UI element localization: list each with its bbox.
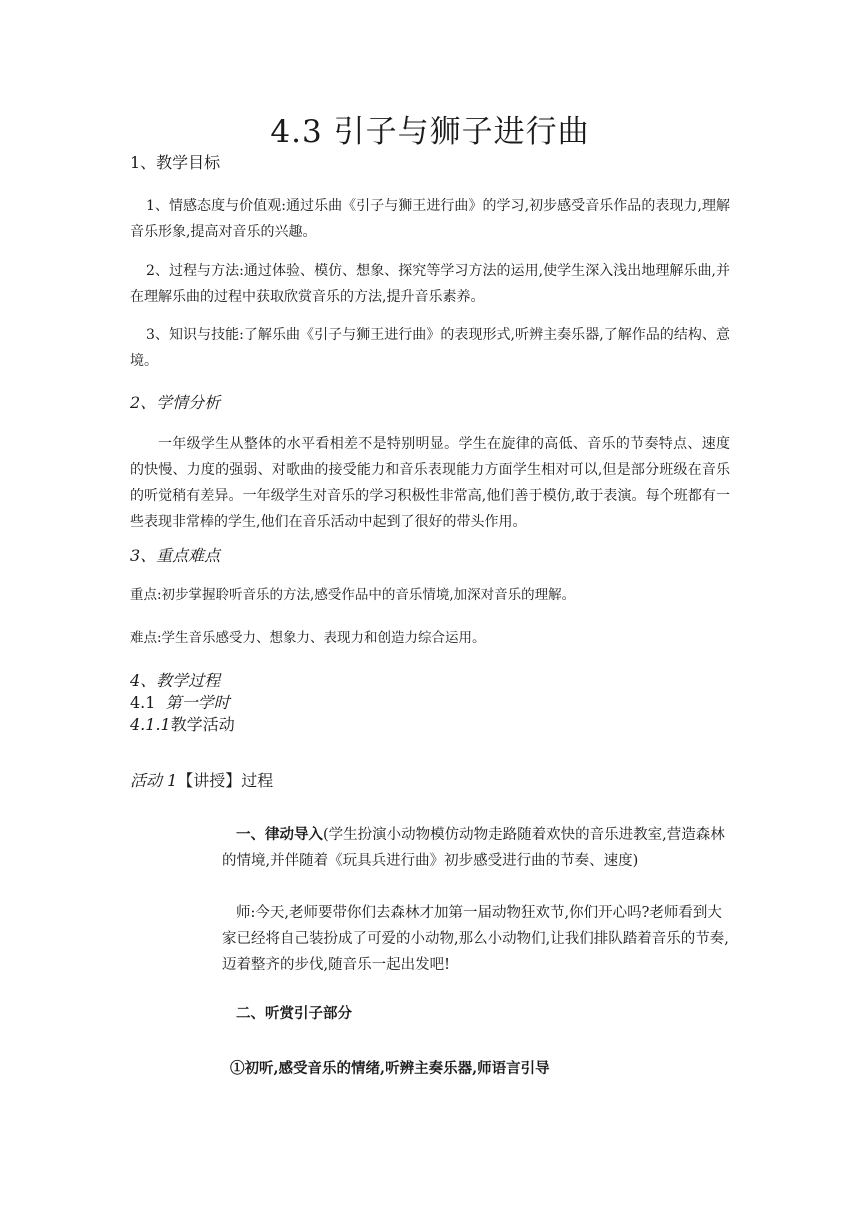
section-analysis-heading: 2、学情分析 bbox=[130, 393, 221, 412]
analysis-paragraph: 一年级学生从整体的水平看相差不是特别明显。学生在旋律的高低、音乐的节奏特点、速度的快慢、力度的强弱、对歌曲的接受能力和音乐表现能力方面学生相对可以,但是部分班级在音乐的听觉稍有差异。一年级学生对音乐的学习积极性非常高,他们善于模仿,敢于表演。每个班都有一些表现非常棒的学生,他们在音乐活动中起到了很好的带头作用。 bbox=[130, 436, 730, 530]
activity-number: 活动 1 bbox=[130, 771, 178, 790]
difficulty-text: 难点:学生音乐感受力、想象力、表现力和创造力综合运用。 bbox=[130, 630, 486, 646]
activity-heading bbox=[130, 768, 273, 791]
activity-title: 【讲授】过程 bbox=[177, 771, 274, 790]
part1-paragraph bbox=[222, 822, 732, 874]
section-goals-heading: 1、教学目标 bbox=[130, 153, 221, 172]
goal-item: 2、过程与方法:通过体验、模仿、想象、探究等学习方法的运用,使学生深入浅出地理解乐曲,并在理解乐曲的过程中获取欣赏音乐的方法,提升音乐素养。 bbox=[130, 263, 730, 305]
subsection-4-1-1 bbox=[130, 714, 235, 736]
goal-item: 3、知识与技能:了解乐曲《引子与狮王进行曲》的表现形式,听辨主奏乐器,了解作品的结构、意境。 bbox=[130, 327, 730, 369]
teacher-paragraph: 师:今天,老师要带你们去森林才加第一届动物狂欢节,你们开心吗?老师看到大家已经将自己装扮成了可爱的小动物,那么小动物们,让我们排队踏着音乐的节奏,迈着整齐的步伐,随音乐一起出发吧! bbox=[222, 905, 729, 973]
page-title: 4.3 引子与狮子进行曲 bbox=[270, 114, 590, 150]
part1-heading: 一、律动导入 bbox=[236, 826, 323, 843]
focus-text: 重点:初步掌握聆听音乐的方法,感受作品中的音乐情境,加深对音乐的理解。 bbox=[130, 587, 576, 603]
subsection-4-1 bbox=[130, 692, 230, 714]
goal-item: 1、情感态度与价值观:通过乐曲《引子与狮王进行曲》的学习,初步感受音乐作品的表现力,理解音乐形象,提高对音乐的兴趣。 bbox=[130, 198, 730, 240]
subsection-number: 4.1.1 bbox=[130, 715, 171, 734]
subsection-label: 第一学时 bbox=[165, 693, 230, 712]
subsection-number: 4.1 bbox=[130, 693, 156, 712]
section-key-heading: 3、重点难点 bbox=[130, 546, 221, 565]
part2-heading: 二、听赏引子部分 bbox=[236, 1005, 352, 1022]
part1-description: (学生扮演小动物模仿动物走路随着欢快的音乐进教室,营造森林的情境,并伴随着《玩具兵进行曲》初步感受进行曲的节奏、速度) bbox=[222, 827, 725, 869]
step1-heading: ①初听,感受音乐的情绪,听辨主奏乐器,师语言引导 bbox=[230, 1060, 550, 1077]
section-process-heading: 4、教学过程 bbox=[130, 671, 221, 690]
subsection-label: 教学活动 bbox=[170, 715, 235, 734]
